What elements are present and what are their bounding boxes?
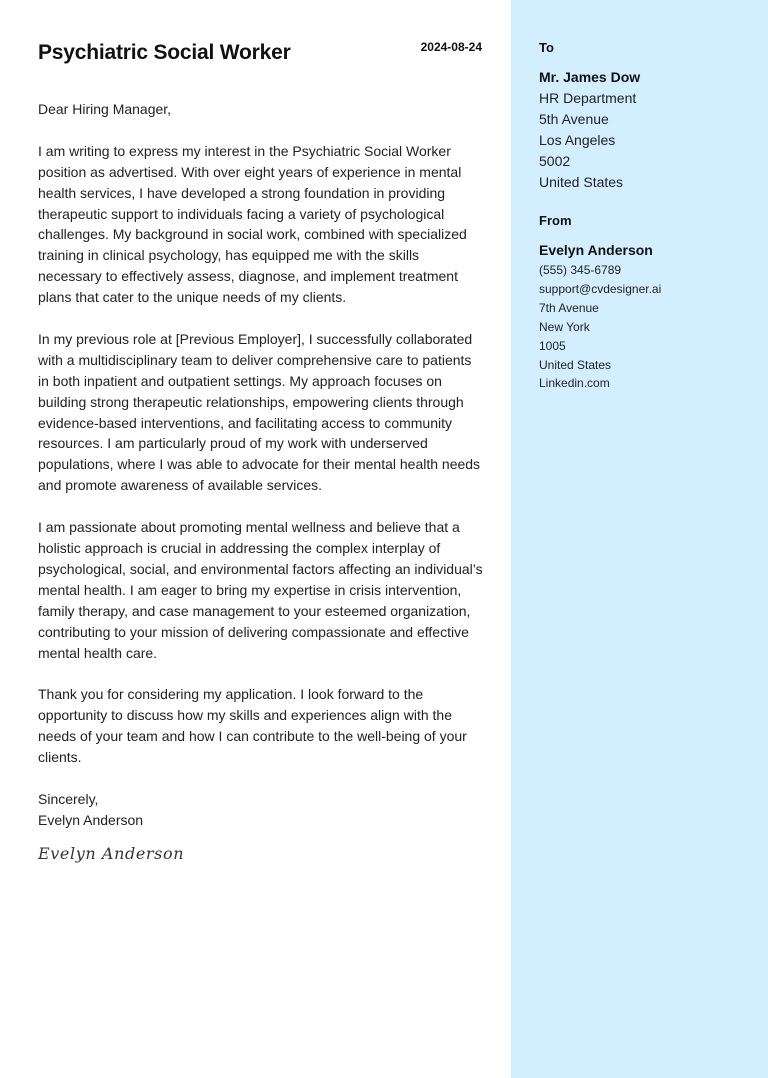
recipient-department: HR Department — [539, 89, 637, 106]
letter-paragraph: I am writing to express my interest in the Psychiatric Social Worker position as advertised. With over eight years of experience in mental health services, I have developed a strong foundation in providing therapeutic support to individuals facing a variety of psychological challenges. My background in social work, combined with specialized training in clinical psychology, has equipped me with the skills necessary to effectively assess, diagnose, and implement treatment plans that cater to the unique needs of my clients. — [38, 142, 467, 306]
letter-greeting: Dear Hiring Manager, — [38, 101, 172, 117]
sender-email: support@cvdesigner.ai — [539, 281, 662, 296]
sender-label: From — [539, 213, 572, 228]
sender-website: Linkedin.com — [539, 376, 610, 391]
sender-name: Evelyn Anderson — [539, 242, 653, 258]
contact-sidebar — [511, 0, 768, 1078]
handwritten-signature: Evelyn Anderson — [38, 843, 185, 863]
recipient-street: 5th Avenue — [539, 110, 609, 127]
recipient-label: To — [539, 40, 554, 55]
letter-paragraph: In my previous role at [Previous Employer], I successfully collaborated with a multidisciplinary team to deliver comprehensive care to patients in both inpatient and outpatient settings. My approach focuses on building strong therapeutic relationships, empowering clients through evidence-based interventions, and facilitating access to community resources. I am particularly proud of my work with underserved populations, where I was able to advocate for their mental health needs and promote awareness of available services. — [38, 330, 481, 494]
sender-city: New York — [539, 319, 590, 334]
page-title: Psychiatric Social Worker — [38, 41, 291, 64]
sender-country: United States — [539, 357, 612, 372]
sender-street: 7th Avenue — [539, 300, 599, 315]
letter-paragraph: Thank you for considering my application. I look forward to the opportunity to discuss how my skills and experiences align with the needs of your team and how I can contribute to the well-being of your clients. — [38, 686, 467, 766]
sender-zip: 1005 — [539, 338, 566, 353]
sender-details — [539, 240, 661, 393]
letter-closing-block — [38, 789, 484, 831]
sender-phone: (555) 345-6789 — [539, 263, 622, 277]
letter-body — [38, 99, 484, 865]
recipient-country: United States — [539, 173, 624, 190]
letter-main-column — [38, 0, 484, 1078]
letter-paragraph: I am passionate about promoting mental wellness and believe that a holistic approach is crucial in addressing the complex interplay of psychological, social, and environmental factors affecting an individual’s mental health. I am eager to bring my expertise in crisis intervention, family therapy, and case management to your esteemed organization, contributing to your mission of delivering compassionate and effective mental health care. — [38, 519, 483, 661]
letter-closing: Sincerely, — [38, 790, 99, 807]
recipient-zip: 5002 — [539, 152, 571, 169]
letter-date: 2024-08-24 — [420, 40, 482, 54]
recipient-name: Mr. James Dow — [539, 69, 641, 85]
recipient-city: Los Angeles — [539, 131, 616, 148]
recipient-details — [539, 67, 640, 192]
letter-signer-name: Evelyn Anderson — [38, 811, 144, 828]
